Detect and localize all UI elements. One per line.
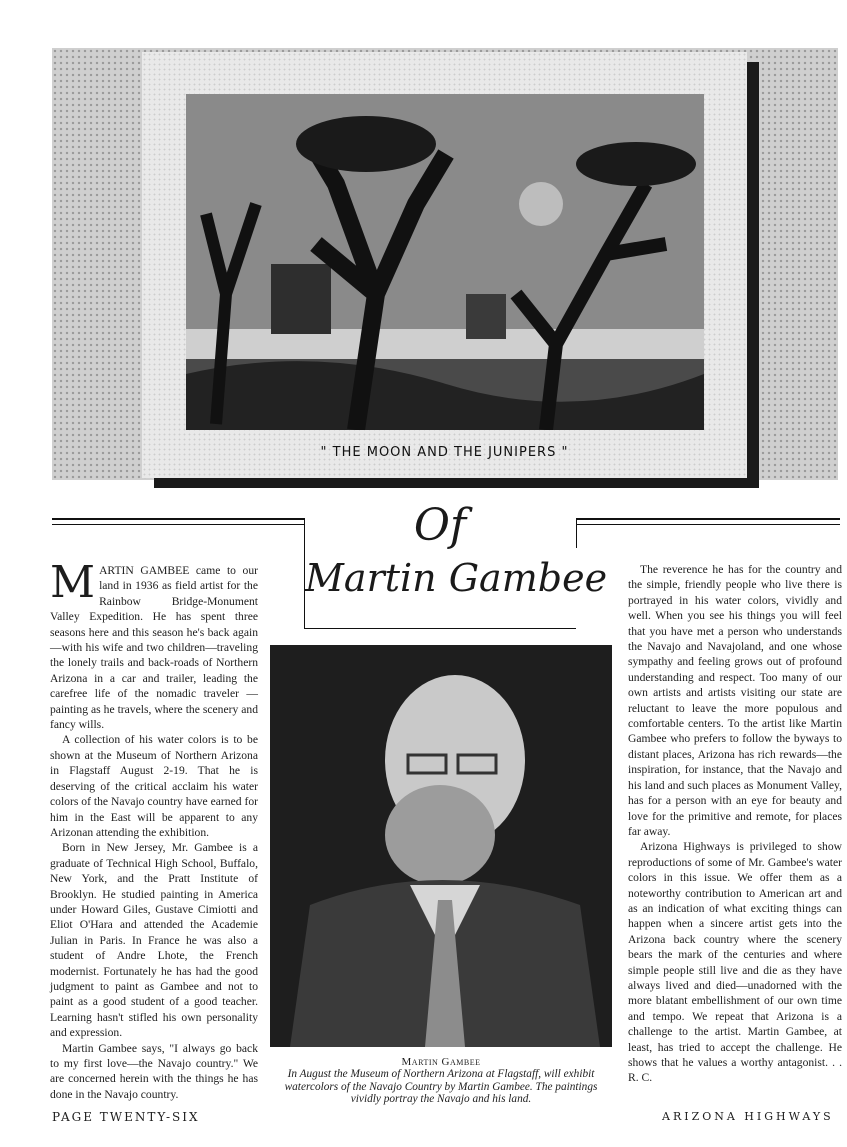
paragraph-4: Martin Gambee says, "I always go back to my first love—the Navajo country." We are concerned herein with the things he has done in the Navajo country. xyxy=(50,1041,258,1101)
paragraph-2: A collection of his water colors is to be shown at the Museum of Northern Arizona in Flagstaff August 2-19. That he is deserving of the critical acclaim his water colors of the Navajo country have earned for him in the East will be apparent to any Arizonan attending the exhibition. xyxy=(50,733,258,839)
drop-cap: M xyxy=(50,557,96,608)
article-column-left xyxy=(50,557,259,1102)
article-column-right xyxy=(628,562,842,1086)
page-number: PAGE TWENTY-SIX xyxy=(52,1110,200,1124)
lead-in-caps: ARTIN GAMBEE xyxy=(99,564,190,577)
portrait-caption-text: In August the Museum of Northern Arizona at Flagstaff, will exhibit watercolors of the Navajo Country by Martin Gambee. The paintings vividly portray the Navajo and his land. xyxy=(284,1068,598,1105)
paragraph-5: The reverence he has for the country and the simple, friendly people who live there is portrayed in his water colors, vividly and well. When you see his things you will feel that you have met a person who understands the Navajo and Navajoland, and one whose sympathy and feeling grows out of profound understanding and respect. Too many of our own artists and artists visiting our state are reluctant to leave the more populous and comfortable centers. To the artist like Martin Gambee who prefers to follow the byways to distant places, Arizona has rich rewards—the inspiration, for instance, that the Navajo and his land and such places as Monument Valley, has for a person with an eye for beauty and love for the primitive and remote, for places far away. xyxy=(628,563,842,838)
title-box-bottom xyxy=(304,628,576,629)
painting-image xyxy=(186,94,704,430)
paragraph-3: Born in New Jersey, Mr. Gambee is a graduate of Technical High School, Buffalo, New York, and the Pratt Institute of Brooklyn. He studied painting in America under Howard Giles, Gustave Cimiotti and Eliot O'Hara and attended the Academie Julian in Paris. In France he was also a student of Andre Lhote, the French modernist. Fortunately he has had the good judgment to paint as Gambee and not to paint as a good student of a good teacher. Learning hasn't stifled his own personality and expression. xyxy=(50,841,258,1040)
portrait-photo xyxy=(270,645,612,1047)
paragraph-1 xyxy=(50,557,259,732)
title-of: Of xyxy=(413,500,467,551)
title-rule-left-bottom xyxy=(52,524,304,525)
title-rule-right-bottom xyxy=(576,524,840,525)
title-name: Martin Gambee xyxy=(305,556,608,600)
portrait-caption-name: Martin Gambee xyxy=(401,1056,481,1068)
title-rule-left-top xyxy=(52,518,304,520)
paragraph-1-text: came to our land in 1936 as field artist for the Rainbow Bridge-Monument Valley Expedition. He has spent three seasons here and this season he's back again—with his wife and two children—traveling the lonely trails and back-roads of Northern Arizona in a car and trailer, leading the carefree life of the nomadic traveler — painting as he travels, where the scenery and fancy wills. xyxy=(50,564,259,732)
publication-name: ARIZONA HIGHWAYS xyxy=(662,1110,834,1123)
title-rule-right-top xyxy=(576,518,840,520)
paragraph-6: Arizona Highways is privileged to show reproductions of some of Mr. Gambee's water colors in this issue. We offer them as a noteworthy contribution to American art and as an indication of what exciting things can happen when a sincere artist gets into the Arizona back country where the scenery bears the mark of the centuries and where simple people still live and die as they have always lived and died—unadorned with the more blatant embellishment of our own time and tempo. We repeat that Arizona is a challenge to the artist. Martin Gambee, at least, has tried to accept the challenge. He shows that he values a worthy antagonist. . . R. C. xyxy=(628,840,842,1085)
title-box-right-edge xyxy=(576,518,577,548)
painting-caption: " THE MOON AND THE JUNIPERS " xyxy=(320,445,569,460)
